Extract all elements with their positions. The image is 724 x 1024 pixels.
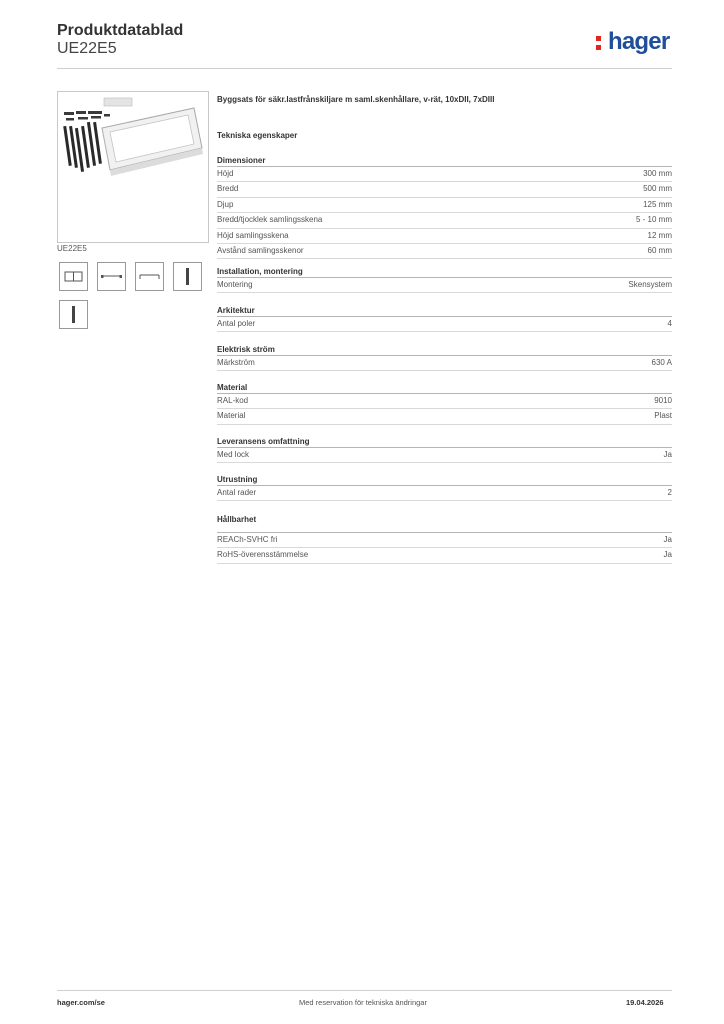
spec-label: RoHS-överensstämmelse — [217, 550, 309, 560]
hager-logo — [596, 28, 676, 58]
spec-value: 500 mm — [643, 184, 672, 194]
spec-value: 60 mm — [647, 245, 672, 255]
spec-value: 4 — [667, 319, 672, 328]
spec-label: Djup — [217, 199, 234, 209]
spec-section-utrustning — [217, 474, 672, 501]
spec-row — [217, 409, 672, 424]
section-title: Arkitektur — [217, 305, 672, 317]
spec-section-material — [217, 382, 672, 425]
spec-section-hallbarhet — [217, 514, 672, 564]
section-title: Installation, montering — [217, 266, 672, 278]
spec-label: Material — [217, 411, 246, 421]
spec-label: Avstånd samlingsskenor — [217, 245, 304, 255]
spec-section-arkitektur — [217, 305, 672, 332]
product-image-caption: UE22E5 — [57, 244, 87, 253]
spec-row — [217, 198, 672, 213]
page-title: Produktdatablad — [57, 22, 184, 39]
spec-value: Ja — [663, 535, 672, 544]
footer-website: hager.com/se — [57, 998, 105, 1007]
spec-label: Montering — [217, 280, 253, 289]
spec-value: Plast — [654, 411, 672, 421]
section-title: Material — [217, 382, 672, 394]
product-code: UE22E5 — [57, 40, 117, 57]
spec-label: Höjd samlingsskena — [217, 230, 289, 240]
spec-row — [217, 182, 672, 197]
spec-label: Höjd — [217, 169, 234, 178]
spec-row — [217, 448, 672, 463]
section-title: Utrustning — [217, 474, 672, 486]
specs-heading: Tekniska egenskaper — [217, 131, 298, 140]
spec-row — [217, 533, 672, 548]
footer-divider — [57, 990, 672, 991]
spec-value: Skensystem — [628, 280, 672, 289]
edge-drawing-icon — [59, 300, 88, 329]
spec-row — [217, 167, 672, 182]
profile-drawing-icon — [173, 262, 202, 291]
spec-value: 5 - 10 mm — [635, 215, 672, 225]
product-description: Byggsats för säkr.lastfrånskiljare m saml.skenhållare, v-rät, 10xDII, 7xDIII — [217, 95, 495, 104]
section-title: Elektrisk ström — [217, 344, 672, 356]
spec-row — [217, 548, 672, 563]
spec-label: REACh-SVHC fri — [217, 535, 278, 544]
spec-section-elektrisk-strom — [217, 344, 672, 371]
spec-label: Bredd/tjocklek samlingsskena — [217, 215, 323, 225]
logo-text: hager — [608, 28, 670, 55]
spec-row — [217, 244, 672, 259]
spec-value: Ja — [663, 450, 672, 459]
footer-disclaimer: Med reservation för tekniska ändringar — [299, 998, 427, 1007]
spec-row — [217, 213, 672, 228]
section-title: Dimensioner — [217, 155, 672, 167]
section-title: Hållbarhet — [217, 514, 672, 533]
spec-row — [217, 356, 672, 371]
spec-value: 630 A — [651, 358, 672, 367]
top-view-drawing-icon — [135, 262, 164, 291]
spec-section-installation — [217, 266, 672, 293]
footer-date: 19.04.2026 — [626, 998, 664, 1007]
spec-label: RAL-kod — [217, 396, 249, 405]
spec-label: Med lock — [217, 450, 250, 459]
spec-row — [217, 278, 672, 293]
spec-value: 12 mm — [647, 230, 672, 240]
spec-row — [217, 317, 672, 332]
section-title: Leveransens omfattning — [217, 436, 672, 448]
spec-row — [217, 486, 672, 501]
spec-label: Antal poler — [217, 319, 256, 328]
spec-value: 9010 — [654, 396, 672, 405]
product-image — [57, 91, 209, 243]
spec-row — [217, 394, 672, 409]
spec-section-dimensioner — [217, 155, 672, 259]
spec-value: 300 mm — [643, 169, 672, 178]
spec-value: 2 — [667, 488, 672, 497]
logo-dot-bottom-icon — [596, 45, 601, 50]
logo-dot-top-icon — [596, 36, 601, 41]
header-divider — [57, 68, 672, 69]
spec-row — [217, 229, 672, 244]
spec-value: 125 mm — [643, 199, 672, 209]
spec-label: Antal rader — [217, 488, 257, 497]
spec-label: Bredd — [217, 184, 239, 194]
spec-value: Ja — [663, 550, 672, 560]
spec-section-leverans — [217, 436, 672, 463]
spec-label: Märkström — [217, 358, 255, 367]
side-view-drawing-icon — [97, 262, 126, 291]
front-view-drawing-icon — [59, 262, 88, 291]
